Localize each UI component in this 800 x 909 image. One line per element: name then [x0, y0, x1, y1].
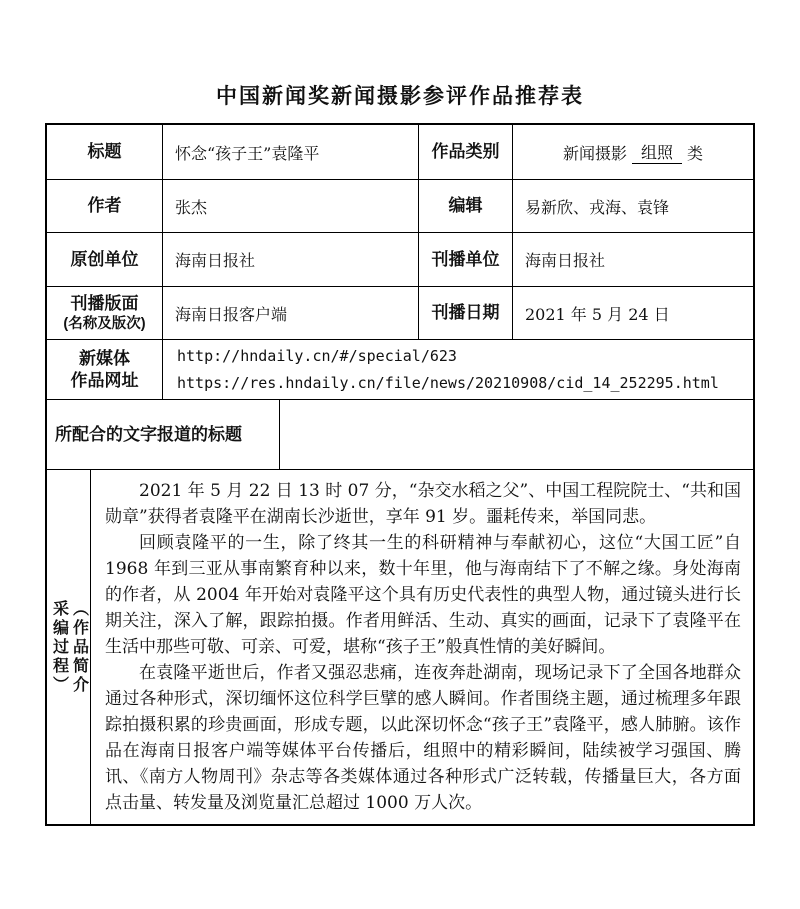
category-underlined-value: 组照: [632, 140, 682, 164]
intro-paragraph-1: 2021 年 5 月 22 日 13 时 07 分，“杂交水稻之父”、中国工程院院士、“共和国勋章”获得者袁隆平在湖南长沙逝世，享年 91 岁。噩耗传来，举国同悲。: [105, 481, 741, 527]
field-label-edition: [47, 287, 163, 339]
field-value-edition: 海南日报客户端: [163, 287, 419, 339]
row-text-report-title: [47, 400, 753, 470]
field-label-text-report: 所配合的文字报道的标题: [47, 400, 280, 469]
media-url-1: http://hndaily.cn/#/special/623: [177, 347, 457, 366]
work-introduction-body: [91, 470, 753, 824]
field-label-origin-org: 原创单位: [47, 233, 163, 286]
field-label-publish-org: 刊播单位: [419, 233, 513, 286]
field-label-title: 标题: [47, 125, 163, 179]
vertical-label-col-right: （作品简介: [70, 599, 88, 695]
row-title-category: [47, 125, 753, 180]
edition-label-line1: 刊播版面: [70, 294, 139, 314]
intro-paragraph-3: 在袁隆平逝世后，作者又强忍悲痛，连夜奔赴湖南，现场记录下了全国各地群众通过各种形式，深切缅怀这位科学巨擘的感人瞬间。作者围绕主题，通过梳理多年跟踪拍摄积累的珍贵画面，形成专题，以此深切怀念“孩子王”袁隆平，感人肺腑。该作品在海南日报客户端等媒体平台传播后，组照中的精彩瞬间，陆续被学习强国、腾讯、《南方人物周刊》杂志等各类媒体通过各种形式广泛转载，传播量巨大，各方面点击量、转发量及浏览量汇总超过 1000 万人次。: [105, 663, 741, 813]
row-work-introduction: [47, 470, 753, 824]
field-value-editor: 易新欣、戎海、袁锋: [525, 197, 670, 217]
row-media-urls: [47, 340, 753, 400]
field-value-title: 怀念“孩子王”袁隆平: [163, 125, 419, 179]
field-label-media-url: [47, 340, 163, 399]
field-value-text-report: [280, 400, 753, 469]
media-url-label-line1: 新媒体: [79, 349, 130, 369]
field-label-editor: 编辑: [419, 180, 513, 232]
field-value-category: [513, 125, 753, 179]
field-label-date: 刊播日期: [419, 287, 513, 339]
media-url-label-line2: 作品网址: [70, 370, 139, 390]
row-origin-publisher: [47, 233, 753, 287]
field-value-origin-org: 海南日报社: [163, 233, 419, 286]
category-prefix: 新闻摄影: [562, 143, 627, 163]
vertical-label-col-left: 采编过程）: [50, 599, 68, 695]
field-value-publish-org: 海南日报社: [525, 251, 606, 270]
field-value-author: 张杰: [163, 180, 419, 232]
page-title: 中国新闻奖新闻摄影参评作品推荐表: [216, 83, 584, 108]
edition-label-line2: (名称及版次): [63, 315, 146, 332]
field-value-date: 2021 年 5 月 24 日: [525, 304, 670, 324]
field-label-category: 作品类别: [419, 125, 513, 179]
section-vertical-label: [47, 470, 91, 824]
field-value-media-urls: [163, 340, 753, 399]
intro-paragraph-2: 回顾袁隆平的一生，除了终其一生的科研精神与奉献初心，这位“大国工匠”自 1968 年到三亚从事南繁育种以来，数十年里，他与海南结下了不解之缘。身处海南的作者，从 2004 年开始对袁隆平这个具有历史代表性的典型人物，通过镜头进行长期关注，深入了解，跟踪拍摄。作者用鲜活、生动、真实的画面，记录下了袁隆平在生活中那些可敬、可亲、可爱，堪称“孩子王”般真性情的美好瞬间。: [105, 533, 741, 657]
vertical-label-text: [49, 600, 89, 695]
row-edition-date: [47, 287, 753, 340]
row-author-editor: [47, 180, 753, 233]
media-url-2: https://res.hndaily.cn/file/news/20210908/cid_14_252295.html: [177, 373, 719, 392]
recommendation-form-table: [45, 123, 755, 826]
category-suffix: 类: [687, 143, 704, 163]
field-label-author: 作者: [47, 180, 163, 232]
